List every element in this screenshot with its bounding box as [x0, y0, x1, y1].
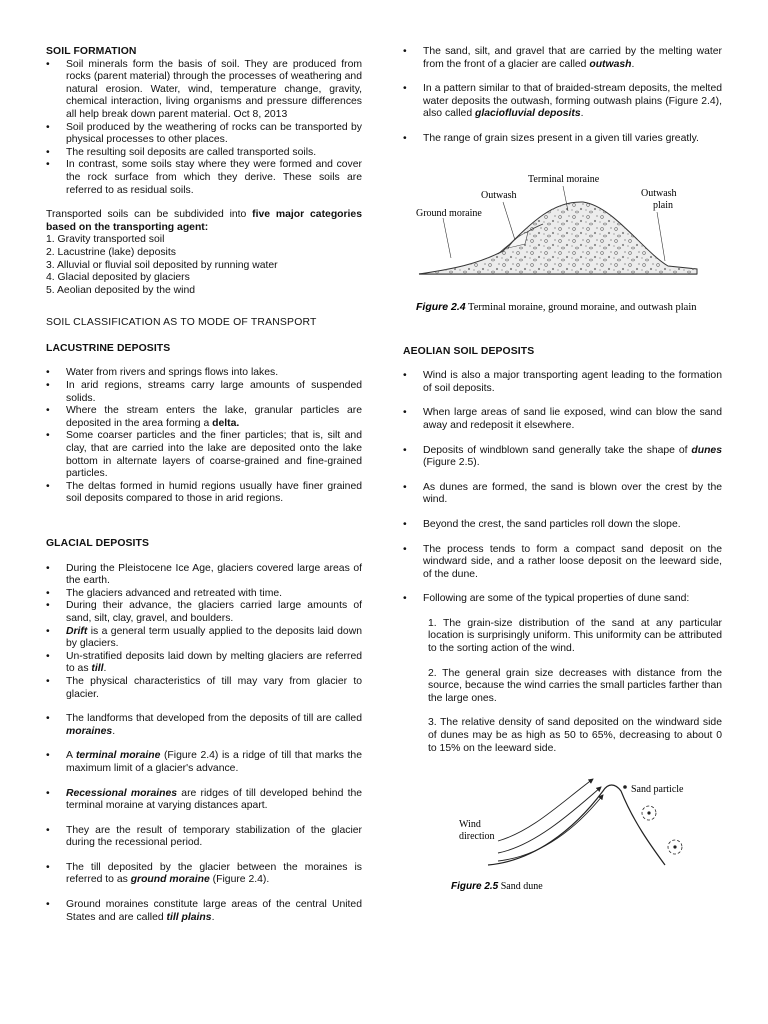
agent-item: 5. Aeolian deposited by the wind: [46, 284, 196, 296]
ground-leader: [443, 218, 451, 258]
lacustrine-heading: LACUSTRINE DEPOSITS: [46, 342, 171, 354]
list-item: • In arid regions, streams carry large amounts of suspended solids.: [46, 380, 362, 405]
ground-moraine-label: Ground moraine: [416, 207, 482, 219]
list-item: • Deposits of windblown sand generally take the shape of dunes (Figure 2.5).: [403, 445, 722, 470]
transported-soils-intro: Transported soils can be subdivided into five major categories based on the transporting agent:: [46, 209, 362, 233]
outwash-plain-label: Outwash: [641, 187, 677, 199]
dune-property: 2. The general grain size decreases with distance from the source, because the wind carries the small particles farther than the large ones.: [428, 667, 722, 704]
dune-profile: [488, 785, 665, 865]
list-item: • Some coarser particles and the finer particles; that is, silt and clay, that are carried into the lake are deposited onto the lake bottom in alternate layers of coarse-grained and fine-grained particles.: [46, 430, 362, 480]
lacustrine-list: [46, 367, 362, 506]
aeolian-heading: AEOLIAN SOIL DEPOSITS: [403, 345, 535, 357]
list-item: • The sand, silt, and gravel that are carried by the melting water from the front of a glacier are called outwash.: [403, 46, 722, 71]
dune-property: 3. The relative density of sand deposited on the windward side of dunes may be as high as 50 to 65%, decreasing to about 0 to 15% on the leeward side.: [428, 717, 722, 754]
list-item: • Beyond the crest, the sand particles roll down the slope.: [403, 519, 722, 532]
sand-particle-dot: [623, 785, 627, 789]
list-item: • When large areas of sand lie exposed, wind can blow the sand away and redeposit it elsewhere.: [403, 407, 722, 432]
agent-item: 4. Glacial deposited by glaciers: [46, 272, 190, 284]
right-column: [403, 46, 722, 903]
list-item: • The resulting soil deposits are called transported soils.: [46, 147, 362, 160]
rolling-particle-dot: [673, 846, 676, 849]
list-item: • Drift is a general term usually applied to the deposits laid down by glaciers.: [46, 626, 362, 651]
soil-formation-heading: SOIL FORMATION: [46, 46, 137, 57]
list-item: • The deltas formed in humid regions usually have finer grained soil deposits compared to those in arid regions.: [46, 481, 362, 506]
list-item: • Recessional moraines are ridges of till developed behind the terminal moraine at varying distances apart.: [46, 788, 362, 813]
list-item: • Where the stream enters the lake, granular particles are deposited in the area forming a delta.: [46, 405, 362, 430]
list-item: • Water from rivers and springs flows into lakes.: [46, 367, 362, 380]
list-item: • The till deposited by the glacier between the moraines is referred to as ground moraine (Figure 2.4).: [46, 862, 362, 887]
list-item: • Following are some of the typical properties of dune sand:: [403, 593, 722, 606]
agent-item: 2. Lacustrine (lake) deposits: [46, 246, 176, 258]
list-item: • In contrast, some soils stay where they were formed and cover the rock surface from which they derive. These soils are referred to as residual soils.: [46, 159, 362, 197]
agent-item: 3. Alluvial or fluvial soil deposited by running water: [46, 259, 278, 271]
list-item: • As dunes are formed, the sand is blown over the crest by the wind.: [403, 482, 722, 507]
plain-leader: [657, 212, 665, 261]
glacial-list: [46, 563, 362, 925]
soil-formation-list: [46, 59, 362, 198]
list-item: • Wind is also a major transporting agent leading to the formation of soil deposits.: [403, 370, 722, 395]
list-item: • The landforms that developed from the deposits of till are called moraines.: [46, 713, 362, 738]
list-item: • The physical characteristics of till may vary from glacier to glacier.: [46, 676, 362, 701]
wind-direction-label: Wind: [459, 819, 481, 831]
wind-direction-label: direction: [459, 831, 495, 843]
glacial-heading: GLACIAL DEPOSITS: [46, 538, 150, 549]
agent-item: 1. Gravity transported soil: [46, 234, 165, 246]
list-item: • In a pattern similar to that of braided-stream deposits, the melted water deposits the outwash, forming outwash plains (Figure 2.4), also called glaciofluvial deposits.: [403, 83, 722, 121]
figure-2-4-caption: Figure 2.4 Terminal moraine, ground moraine, and outwash plain: [416, 300, 697, 313]
outwash-list: [403, 46, 722, 146]
list-item: • They are the result of temporary stabilization of the glacier during the recessional period.: [46, 825, 362, 850]
outwash-label: Outwash: [481, 189, 517, 201]
rolling-particle-dot: [647, 812, 650, 815]
sand-dune-figure: [403, 761, 722, 903]
list-item: • Un-stratified deposits laid down by melting glaciers are referred to as till.: [46, 651, 362, 676]
list-item: • A terminal moraine (Figure 2.4) is a ridge of till that marks the maximum limit of a glacier's advance.: [46, 750, 362, 775]
classification-heading: SOIL CLASSIFICATION AS TO MODE OF TRANSPORT: [46, 317, 317, 329]
list-item: • Soil produced by the weathering of rocks can be transported by physical processes to other places.: [46, 122, 362, 147]
list-item: • The glaciers advanced and retreated with time.: [46, 588, 362, 601]
list-item: • During the Pleistocene Ice Age, glaciers covered large areas of the earth.: [46, 563, 362, 588]
outwash-plain-label: plain: [653, 199, 673, 211]
list-item: • Ground moraines constitute large areas of the central United States and are called till plains.: [46, 899, 362, 924]
outwash-leader: [503, 202, 515, 240]
terminal-moraine-figure: [403, 166, 722, 344]
list-item: • The range of grain sizes present in a given till varies greatly.: [403, 133, 722, 146]
left-column: [46, 46, 362, 924]
list-item: • During their advance, the glaciers carried large amounts of sand, silt, clay, gravel, and boulders.: [46, 600, 362, 625]
dune-property: 1. The grain-size distribution of the sand at any particular location is surprisingly uniform. This uniformity can be attributed to the sorting action of the wind.: [428, 617, 722, 655]
figure-2-5-caption: Figure 2.5 Sand dune: [451, 881, 543, 893]
list-item: • Soil minerals form the basis of soil. They are produced from rocks (parent material) through the processes of weathering and natural erosion. Water, wind, temperature change, gravity, chemical interaction, living organisms and pressure differences all help break down parent material. Oct 8, 2013: [46, 59, 362, 122]
terminal-moraine-label: Terminal moraine: [528, 173, 600, 185]
aeolian-list: [403, 370, 722, 606]
sand-particle-label: Sand particle: [631, 784, 684, 796]
list-item: • The process tends to form a compact sand deposit on the windward side, and a rather loose deposit on the leeward side, of the dune.: [403, 544, 722, 582]
